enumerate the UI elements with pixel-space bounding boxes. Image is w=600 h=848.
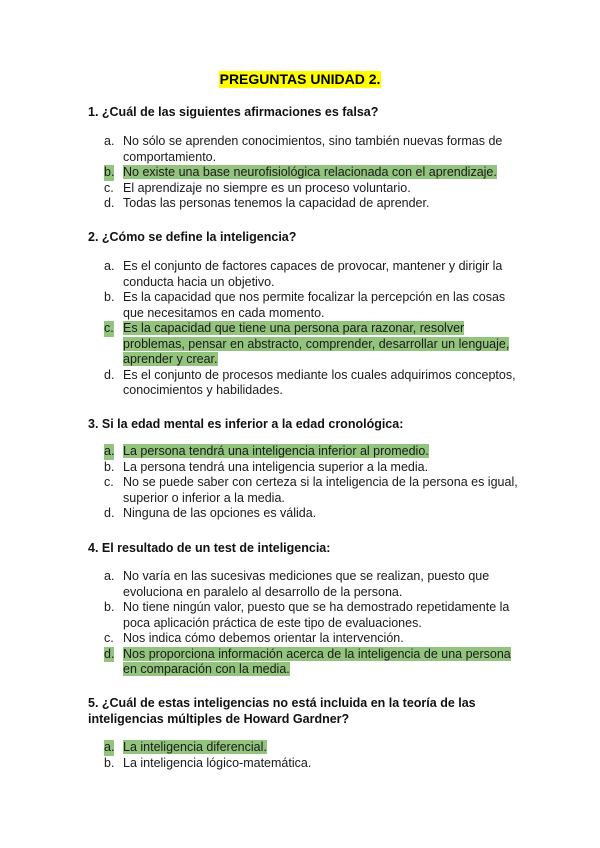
option-letter: b. [104, 600, 115, 614]
option-4c [104, 631, 524, 647]
option-1b [104, 165, 524, 181]
question-4-text: 4. El resultado de un test de inteligencia: [88, 541, 331, 555]
title-container [0, 71, 600, 89]
option-letter: d. [104, 506, 115, 520]
option-4d [104, 647, 524, 678]
option-3d [104, 506, 524, 522]
option-letter: c. [104, 180, 114, 195]
question-5-text: 5. ¿Cuál de estas inteligencias no está incluida en la teoría de las inteligencias múltiples de Howard Gardner? [88, 696, 476, 726]
option-letter: a. [104, 569, 115, 583]
question-3-options [104, 444, 524, 522]
option-letter: b. [104, 290, 115, 304]
option-3a [104, 444, 524, 460]
option-1d [104, 196, 524, 212]
question-1-text: 1. ¿Cuál de las siguientes afirmaciones es falsa? [88, 105, 379, 119]
option-text: Es la capacidad que tiene una persona para razonar, resolver problemas, pensar en abstracto, comprender, desarrollar un lenguaje, aprender y crear. [123, 321, 510, 366]
option-2c [104, 321, 524, 368]
option-3b [104, 460, 524, 476]
question-5-options [104, 740, 524, 771]
option-5a [104, 740, 524, 756]
option-text: Ninguna de las opciones es válida. [123, 506, 317, 520]
option-2a [104, 259, 524, 290]
option-3c [104, 475, 524, 506]
option-1c [104, 181, 524, 197]
option-2d [104, 368, 524, 399]
option-text: Todas las personas tenemos la capacidad de aprender. [123, 196, 430, 210]
option-text: Es el conjunto de procesos mediante los cuales adquirimos conceptos, conocimientos y habilidades. [123, 367, 516, 397]
option-letter: d. [104, 646, 115, 661]
option-letter: c. [104, 631, 114, 645]
option-text: Es la capacidad que nos permite focalizar la percepción en las cosas que necesitamos en cada momento. [123, 290, 506, 320]
option-letter: d. [104, 196, 115, 210]
option-text: La persona tendrá una inteligencia superior a la media. [123, 459, 429, 474]
option-letter: b. [104, 755, 115, 770]
page-title: PREGUNTAS UNIDAD 2. [219, 71, 381, 87]
option-letter: c. [104, 321, 114, 335]
option-text: La inteligencia lógico-matemática. [123, 755, 312, 770]
option-4a [104, 569, 524, 600]
option-text: Es el conjunto de factores capaces de provocar, mantener y dirigir la conducta hacia un objetivo. [123, 259, 503, 289]
option-text: El aprendizaje no siempre es un proceso voluntario. [123, 180, 411, 195]
option-letter: d. [104, 367, 115, 382]
option-letter: a. [104, 134, 115, 148]
question-4-options [104, 569, 524, 678]
option-text: No se puede saber con certeza si la inteligencia de la persona es igual, superior o inferior a la media. [123, 475, 518, 505]
option-text: La inteligencia diferencial. [123, 740, 267, 754]
question-2-options [104, 259, 524, 399]
option-text: Nos proporciona información acerca de la inteligencia de una persona en comparación con la media. [123, 646, 511, 676]
option-letter: b. [104, 459, 115, 474]
option-5b [104, 756, 524, 772]
question-2-text: 2. ¿Cómo se define la inteligencia? [88, 230, 297, 244]
question-1-options [104, 134, 524, 212]
option-4b [104, 600, 524, 631]
option-text: La persona tendrá una inteligencia inferior al promedio. [123, 444, 429, 458]
option-1a [104, 134, 524, 165]
option-2b [104, 290, 524, 321]
option-letter: a. [104, 259, 115, 273]
option-letter: c. [104, 475, 114, 489]
option-text: No existe una base neurofisiológica relacionada con el aprendizaje. [123, 165, 497, 179]
option-text: Nos indica cómo debemos orientar la intervención. [123, 631, 404, 645]
option-text: No sólo se aprenden conocimientos, sino también nuevas formas de comportamiento. [123, 134, 503, 164]
option-letter: b. [104, 165, 115, 179]
option-letter: a. [104, 740, 115, 754]
question-3-text: 3. Si la edad mental es inferior a la edad cronológica: [88, 417, 404, 431]
option-letter: a. [104, 444, 115, 458]
option-text: No varía en las sucesivas mediciones que se realizan, puesto que evoluciona en paralelo al desarrollo de la persona. [123, 569, 490, 599]
option-text: No tiene ningún valor, puesto que se ha demostrado repetidamente la poca aplicación práctica de este tipo de evaluaciones. [123, 600, 510, 630]
